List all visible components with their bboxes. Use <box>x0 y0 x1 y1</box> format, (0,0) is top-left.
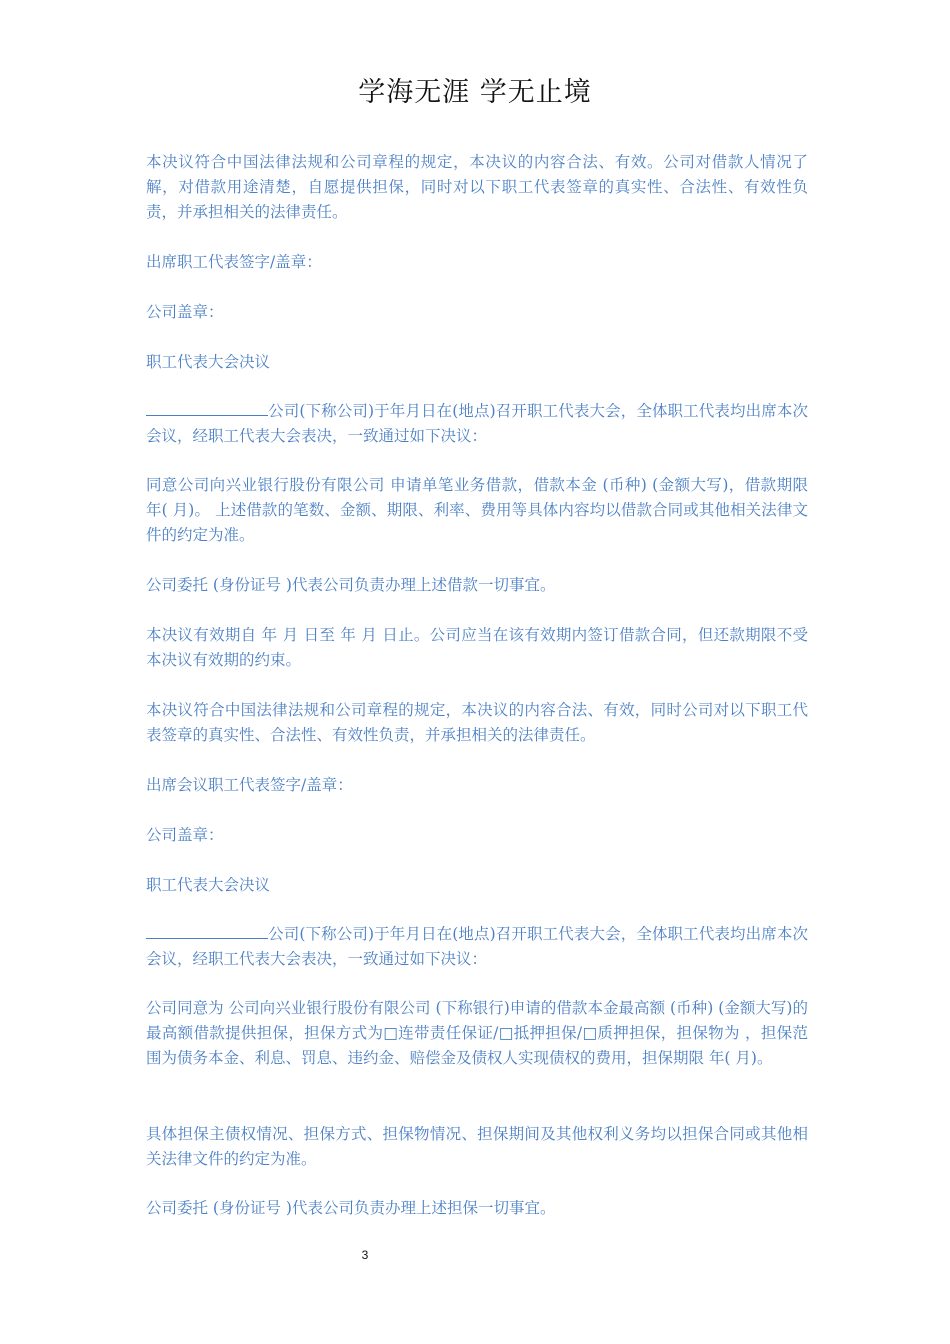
paragraph-delegate: 公司委托 (身份证号 )代表公司负责办理上述担保一切事宜。 <box>146 1199 556 1217</box>
page-header-title: 学海无涯 学无止境 <box>358 77 592 108</box>
paragraph-loan-approval: 同意公司向兴业银行股份有限公司 申请单笔业务借款，借款本金 (币种) (金额大写)，借款期限 年( 月)。 上述借款的笔数、金额、期限、利率、费用等具体内容均以借款合同或其他相关法律文件的约定为准。 <box>146 476 808 544</box>
paragraph-company-seal: 公司盖章： <box>146 303 224 321</box>
paragraph-company-seal: 公司盖章： <box>146 826 224 844</box>
paragraph-resolution-validity: 本决议符合中国法律法规和公司章程的规定，本决议的内容合法、有效。公司对借款人情况了解，对借款用途清楚，自愿提供担保，同时对以下职工代表签章的真实性、合法性、有效性负责，并承担相关的法律责任。 <box>146 153 808 221</box>
page-number: 3 <box>361 1248 369 1262</box>
paragraph-section-heading: 职工代表大会决议 <box>146 353 271 371</box>
paragraph-meeting-notice <box>146 922 808 972</box>
paragraph-guarantee-approval: 公司同意为 公司向兴业银行股份有限公司 (下称银行)申请的借款本金最高额 (币种) (金额大写)的最高额借款提供担保，担保方式为□连带责任保证/□抵押担保/□质押担保，担保物为 ，担保范围为债务本金、利息、罚息、违约金、赔偿金及债权人实现债权的费用，担保期限 年( 月)。 <box>146 999 808 1067</box>
meeting-notice-text: 公司(下称公司)于年月日在(地点)召开职工代表大会，全体职工代表均出席本次会议，经职工代表大会表决，一致通过如下决议： <box>146 925 808 968</box>
paragraph-validity-period: 本决议有效期自 年 月 日至 年 月 日止。公司应当在该有效期内签订借款合同，但还款期限不受本决议有效期的约束。 <box>146 626 808 669</box>
blank-fill-line <box>146 399 268 416</box>
paragraph-meeting-notice <box>146 399 808 449</box>
paragraph-guarantee-details: 具体担保主债权情况、担保方式、担保物情况、担保期间及其他权利义务均以担保合同或其他相关法律文件的约定为准。 <box>146 1125 808 1168</box>
paragraph-delegate: 公司委托 (身份证号 )代表公司负责办理上述借款一切事宜。 <box>146 576 556 594</box>
blank-fill-line <box>146 922 268 939</box>
meeting-notice-text: 公司(下称公司)于年月日在(地点)召开职工代表大会，全体职工代表均出席本次会议，经职工代表大会表决，一致通过如下决议： <box>146 402 808 445</box>
paragraph-section-heading: 职工代表大会决议 <box>146 876 271 894</box>
paragraph-representative-signature: 出席会议职工代表签字/盖章： <box>146 776 353 794</box>
paragraph-resolution-validity: 本决议符合中国法律法规和公司章程的规定，本决议的内容合法、有效，同时公司对以下职工代表签章的真实性、合法性、有效性负责，并承担相关的法律责任。 <box>146 701 808 744</box>
paragraph-representative-signature: 出席职工代表签字/盖章： <box>146 253 322 271</box>
